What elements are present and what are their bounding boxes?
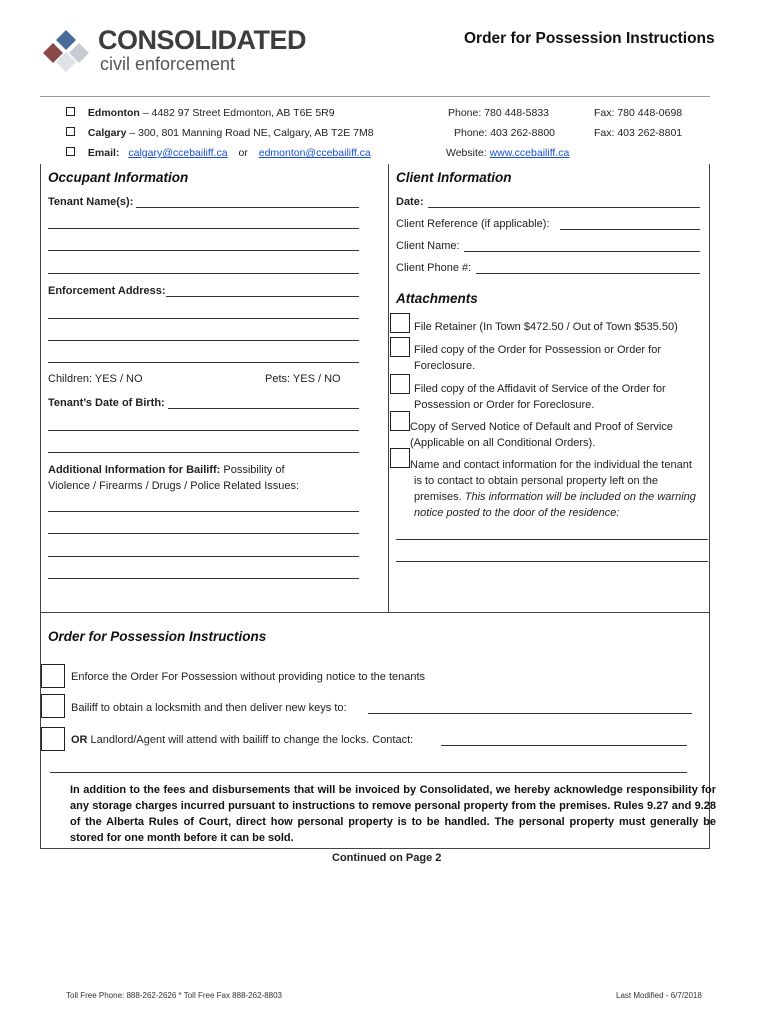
page-title: Order for Possession Instructions [464,30,715,47]
company-subtitle: civil enforcement [100,54,236,74]
client-reference-label: Client Reference (if applicable): [396,218,550,230]
attachment-item-1: File Retainer (In Town $472.50 / Out of Town $535.50) [414,321,678,333]
enforcement-address-line-4[interactable] [48,362,359,363]
pets-field[interactable]: Pets: YES / NO [265,373,341,385]
email-or: or [238,147,248,159]
option-2-label: Bailiff to obtain a locksmith and then deliver new keys to: [71,702,347,714]
logo-diamonds-icon [40,28,92,72]
attachment-item-5: Name and contact information for the individual the tenant is to contact to obtain personal property left on the premises. This information will be included on the warning notice posted to the door of the residence: [410,459,696,519]
warning-contact-line-2[interactable] [396,561,708,562]
additional-line-1[interactable] [48,511,359,512]
contact-field[interactable] [441,745,687,746]
attachment-checkbox-3[interactable] [390,374,410,394]
email-label: Email: [87,147,120,159]
website-link[interactable]: www.ccebailiff.ca [489,147,570,159]
enforcement-address-line-2[interactable] [48,318,359,319]
attachments-heading: Attachments [396,291,478,306]
occupant-heading: Occupant Information [48,170,189,185]
office-phone: Phone: 403 262-8800 [454,127,556,139]
company-logo [40,28,92,72]
option-1-label: Enforce the Order For Possession without providing notice to the tenants [71,671,426,683]
checkbox-icon [66,147,75,156]
option-3-label: OR Landlord/Agent will attend with bailiff to change the locks. Contact: [71,734,414,746]
enforcement-address-line-3[interactable] [48,340,359,341]
office-name: Edmonton [87,107,140,119]
additional-line-4[interactable] [48,578,359,579]
client-name-label: Client Name: [396,240,460,252]
option-checkbox-2[interactable] [41,694,65,718]
attachment-item-3: Filed copy of the Affidavit of Service of the Order for Possession or Order for Foreclosure. [414,383,666,411]
office-fax: Fax: 780 448-0698 [594,107,683,119]
office-phone: Phone: 780 448-5833 [448,107,550,119]
client-phone-label: Client Phone #: [396,262,472,274]
birth-label: Tenant’s Date of Birth: [48,397,165,409]
header-divider [40,96,710,97]
date-label: Date: [396,196,424,208]
client-name-field[interactable] [464,251,700,252]
enforcement-address-field[interactable] [166,296,359,297]
client-heading: Client Information [396,170,512,185]
additional-line-2[interactable] [48,533,359,534]
office-address: – 300, 801 Manning Road NE, Calgary, AB T2E 7M8 [126,127,374,139]
company-name: CONSOLIDATED [98,25,306,55]
attachment-item-2: Filed copy of the Order for Possession or Order for Foreclosure. [414,344,661,372]
additional-info-label: Additional Information for Bailiff: Possibility of Violence / Firearms / Drugs / Police Related Issues: [48,464,300,492]
tenant-names-label: Tenant Name(s): [48,196,134,208]
children-field[interactable]: Children: YES / NO [48,373,143,385]
birth-line-2[interactable] [48,430,359,431]
client-phone-field[interactable] [476,273,700,274]
checkbox-icon [66,127,75,136]
continued-note: Continued on Page 2 [332,852,442,864]
attachment-item-4: Copy of Served Notice of Default and Proof of Service (Applicable on all Conditional Orders). [410,421,673,449]
attachment-checkbox-5[interactable] [390,448,410,468]
attachment-checkbox-2[interactable] [390,337,410,357]
office-address: – 4482 97 Street Edmonton, AB T6E 5R9 [139,107,335,119]
office-name: Calgary [87,127,127,139]
client-reference-field[interactable] [560,229,700,230]
enforcement-address-label: Enforcement Address: [48,285,166,297]
tenant-names-line-3[interactable] [48,273,359,274]
responsibility-notice: In addition to the fees and disbursements that will be invoiced by Consolidated, we hereby acknowledge responsibility for any storage charges incurred pursuant to instructions to remove personal property from the premises. Rules 9.27 and 9.28 of the Alberta Rules of Court, direct how personal property is to be handled. The personal property must generally be stored for one month before it can be sold. [70,784,716,844]
tenant-names-field[interactable] [136,207,359,208]
locksmith-keys-field[interactable] [368,713,692,714]
tenant-names-line-2[interactable] [48,250,359,251]
option-checkbox-3[interactable] [41,727,65,751]
warning-contact-line-1[interactable] [396,539,708,540]
attachment-checkbox-1[interactable] [390,313,410,333]
birth-line-3[interactable] [48,452,359,453]
birth-field[interactable] [168,408,359,409]
instructions-heading: Order for Possession Instructions [48,629,267,644]
attachment-checkbox-4[interactable] [390,411,410,431]
date-field[interactable] [428,207,700,208]
office-row-edmonton [66,107,706,119]
contact-row [66,147,706,159]
additional-line-3[interactable] [48,556,359,557]
email-link-calgary[interactable]: calgary@ccebailiff.ca [128,147,228,159]
column-divider [388,164,389,612]
office-fax: Fax: 403 262-8801 [594,127,683,139]
footer-last-modified: Last Modified - 6/7/2018 [616,991,702,1000]
tenant-names-line-4[interactable] [48,228,359,229]
section-divider [40,612,710,613]
option-checkbox-1[interactable] [41,664,65,688]
footer-toll-free: Toll Free Phone: 888-262-2626 * Toll Free Fax 888-262-8803 [66,991,282,1000]
email-link-edmonton[interactable]: edmonton@ccebailiff.ca [258,147,371,159]
office-row-calgary [66,127,706,139]
contact-line-2[interactable] [50,772,687,773]
checkbox-icon [66,107,75,116]
website: Website: www.ccebailiff.ca [446,147,570,159]
